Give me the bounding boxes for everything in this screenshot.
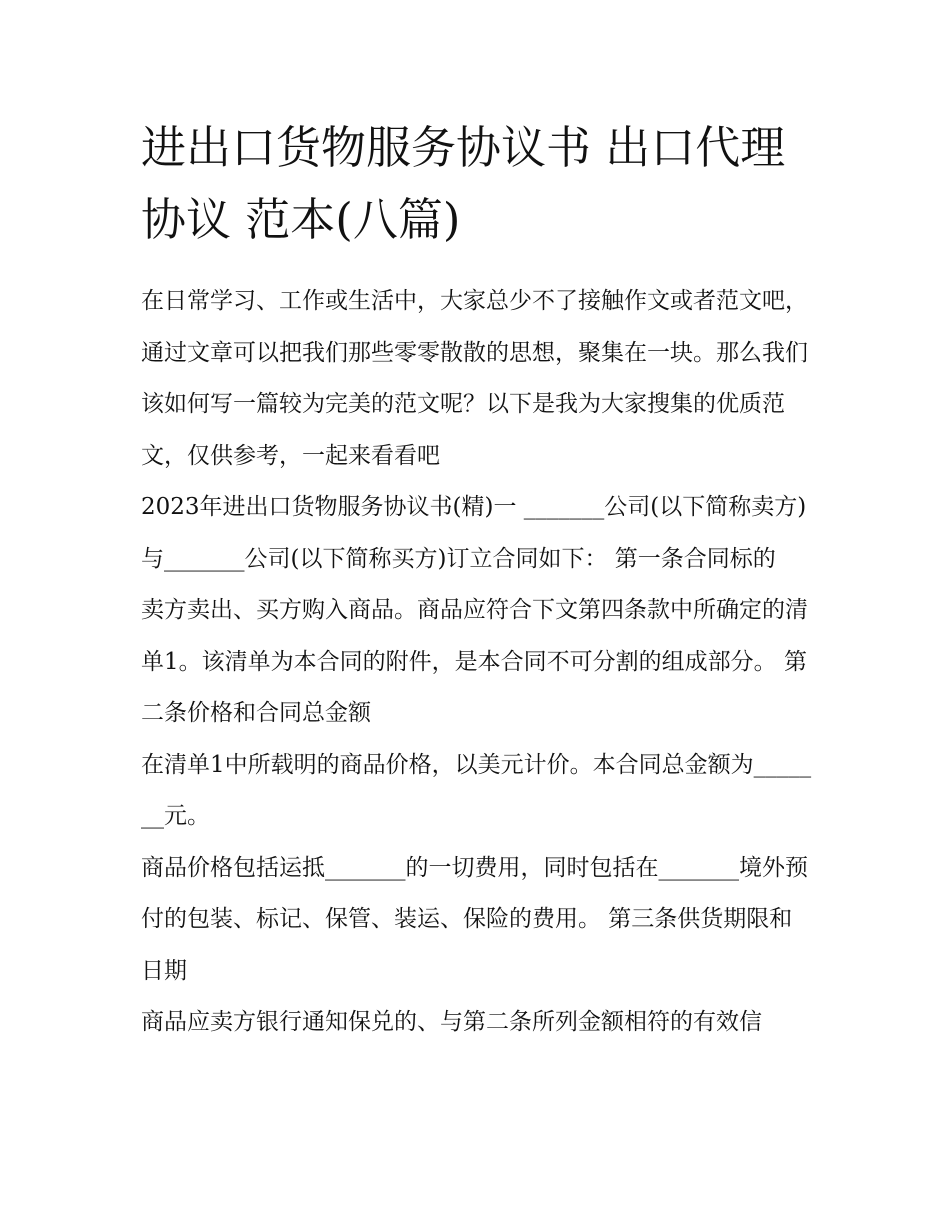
document-body <box>141 112 813 1049</box>
paragraph-price-includes: 商品价格包括运抵_______的一切费用，同时包括在_______境外预付的包装、标记、保管、装运、保险的费用。 第三条供货期限和日期 <box>141 854 808 984</box>
document-title: 进出口货物服务协议书 出口代理协议 范本(八篇) <box>141 121 786 246</box>
paragraph-price: 在清单1中所载明的商品价格，以美元计价。本合同总金额为_______元。 <box>141 751 812 829</box>
paragraph-contract-parties: 2023年进出口货物服务协议书(精)一 _______公司(以下简称卖方)与_______公司(以下简称买方)订立合同如下： 第一条合同标的 <box>141 494 807 572</box>
paragraph-delivery: 商品应卖方银行通知保兑的、与第二条所列金额相符的有效信 <box>141 1009 762 1035</box>
paragraph-intro: 在日常学习、工作或生活中，大家总少不了接触作文或者范文吧，通过文章可以把我们那些零零散散的思想，聚集在一块。那么我们该如何写一篇较为完美的范文呢？以下是我为大家搜集的优质范文，仅供参考，一起来看看吧 <box>141 288 808 469</box>
paragraph-article-one: 卖方卖出、买方购入商品。商品应符合下文第四条款中所确定的清单1。该清单为本合同的附件，是本合同不可分割的组成部分。 第二条价格和合同总金额 <box>141 597 808 726</box>
